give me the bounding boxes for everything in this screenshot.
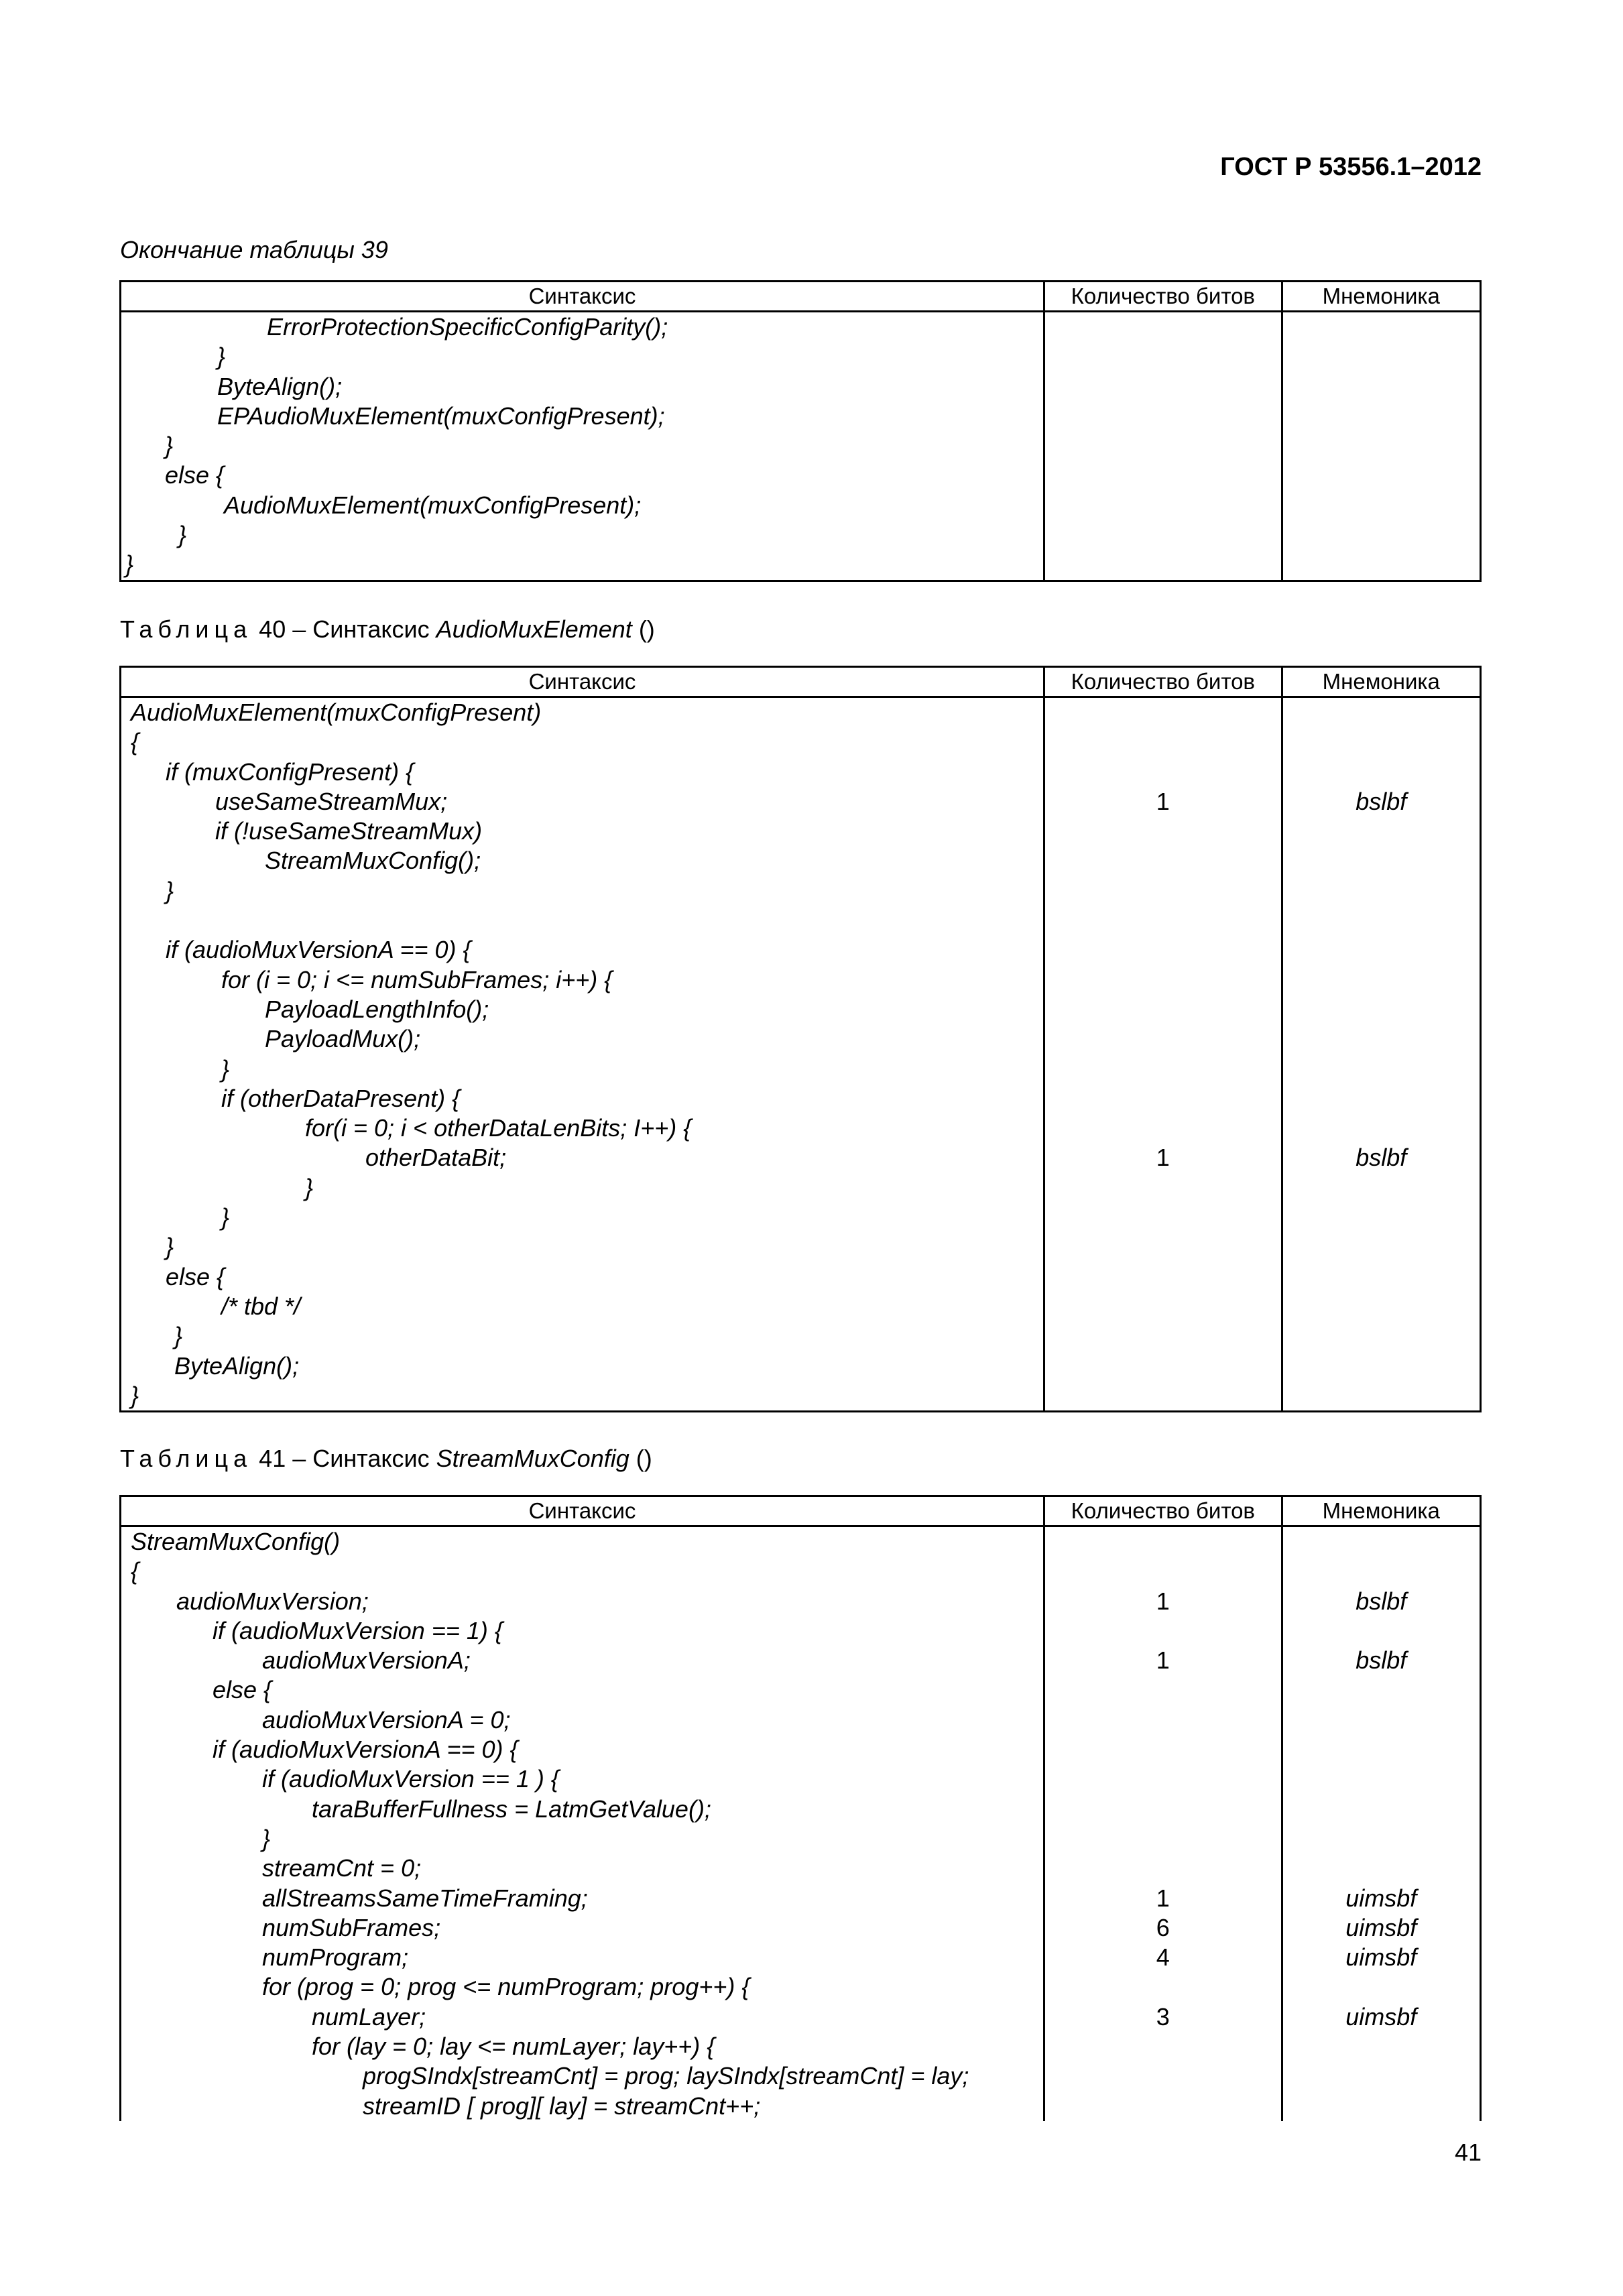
bits-value [1045,372,1281,402]
bits-value [1045,876,1281,906]
mnemonic-value [1283,995,1480,1024]
mnemonic-value: bslbf [1356,787,1407,815]
mnemonic-value [1283,372,1480,402]
mnemonic-value [1283,2092,1480,2121]
bits-value [1045,1321,1281,1351]
mnemonic-value [1283,698,1480,727]
caption-label: Таблица [120,1445,253,1472]
column-header-mnemonic: Мнемоника [1282,1496,1480,1526]
mnemonic-value [1283,1824,1480,1854]
bits-cell [1044,1526,1282,2121]
mnemonic-value [1283,1557,1480,1586]
mnemonic-cell [1282,1526,1480,2121]
syntax-line: } [166,876,174,904]
bits-value [1045,1705,1281,1735]
mnemonic-value: uimsbf [1345,1884,1417,1912]
syntax-line: for (i = 0; i <= numSubFrames; i++) { [221,965,613,993]
table-row [121,312,1481,581]
mnemonic-value [1283,1735,1480,1764]
syntax-cell [121,697,1044,1412]
syntax-line: } [131,1381,139,1409]
syntax-line [121,906,1043,935]
bits-value [1045,906,1281,935]
syntax-line: { [131,728,139,756]
syntax-line: AudioMuxElement(muxConfigPresent) [131,699,542,726]
mnemonic-value [1283,1113,1480,1143]
mnemonic-value [1283,758,1480,787]
mnemonic-value: uimsbf [1345,2002,1417,2031]
mnemonic-value [1283,2032,1480,2061]
bits-value [1045,758,1281,787]
bits-value [1045,1527,1281,1557]
bits-value [1045,1824,1281,1854]
syntax-line: if (!useSameStreamMux) [215,817,483,845]
syntax-line: } [178,521,187,549]
mnemonic-value [1283,1351,1480,1381]
bits-value [1045,1854,1281,1883]
syntax-line: for (lay = 0; lay <= numLayer; lay++) { [312,2033,715,2061]
syntax-line: ByteAlign(); [174,1351,300,1380]
syntax-cell [121,1526,1044,2121]
mnemonic-value [1283,935,1480,965]
mnemonic-value [1283,965,1480,995]
bits-value [1045,1972,1281,2002]
syntax-line: if (muxConfigPresent) { [166,758,414,786]
mnemonic-value [1283,312,1480,342]
syntax-line: EPAudioMuxElement(muxConfigPresent); [217,402,665,430]
mnemonic-value [1283,1054,1480,1084]
bits-cell [1044,312,1282,581]
bits-value [1045,1381,1281,1410]
syntax-line: /* tbd */ [221,1292,301,1320]
mnemonic-value [1283,817,1480,846]
caption-parens: () [638,615,655,643]
mnemonic-value: uimsbf [1345,1943,1417,1972]
mnemonic-value [1283,1854,1480,1883]
bits-value [1045,461,1281,490]
syntax-line: audioMuxVersionA; [262,1646,471,1675]
mnemonic-value [1283,1616,1480,1646]
mnemonic-value [1283,1084,1480,1113]
mnemonic-value: bslbf [1356,1144,1407,1172]
bits-value: 1 [1156,1144,1170,1172]
syntax-line: } [305,1173,314,1201]
bits-value [1045,698,1281,727]
mnemonic-value [1283,491,1480,520]
syntax-line: if (audioMuxVersionA == 0) { [166,936,471,964]
mnemonic-value: bslbf [1356,1587,1407,1615]
caption-parens: () [636,1445,652,1472]
bits-value [1045,1262,1281,1292]
bits-value [1045,1557,1281,1586]
mnemonic-value [1283,342,1480,371]
mnemonic-value [1283,1705,1480,1735]
mnemonic-value [1283,1173,1480,1203]
bits-value [1045,1054,1281,1084]
syntax-line: numSubFrames; [262,1913,441,1941]
mnemonic-value [1283,2061,1480,2091]
bits-value [1045,1764,1281,1794]
mnemonic-value [1283,402,1480,431]
syntax-line: progSIndx[streamCnt] = prog; laySIndx[streamCnt] = lay; [363,2062,969,2090]
syntax-line: else { [213,1676,272,1704]
syntax-line: allStreamsSameTimeFraming; [262,1884,588,1912]
mnemonic-value [1283,876,1480,906]
bits-value [1045,1203,1281,1232]
column-header-mnemonic: Мнемоника [1282,667,1480,697]
syntax-line: audioMuxVersionA = 0; [262,1705,511,1734]
caption-function: StreamMuxConfig [436,1445,629,1472]
syntax-line: if (audioMuxVersionA == 0) { [213,1736,518,1764]
bits-value [1045,1173,1281,1203]
bits-value [1045,2032,1281,2061]
mnemonic-value [1283,1675,1480,1705]
mnemonic-value [1283,1024,1480,1054]
bits-value: 1 [1156,1646,1170,1675]
continuation-caption [120,236,388,264]
caption-label: Таблица [120,615,253,643]
syntax-line: if (audioMuxVersion == 1 ) { [262,1765,559,1793]
mnemonic-cell [1282,312,1480,581]
bits-value [1045,1675,1281,1705]
bits-value [1045,1735,1281,1764]
bits-value [1045,1113,1281,1143]
caption-number: 40 [259,615,286,643]
bits-value: 1 [1156,1884,1170,1912]
mnemonic-cell [1282,697,1480,1412]
column-header-mnemonic: Мнемоника [1282,282,1480,312]
syntax-cell [121,312,1044,581]
syntax-line: PayloadMux(); [265,1025,421,1053]
bits-value [1045,2061,1281,2091]
continuation-caption-text: Окончание таблицы 39 [120,236,388,263]
mnemonic-value: bslbf [1356,1646,1407,1675]
bits-value [1045,935,1281,965]
mnemonic-value [1283,1292,1480,1321]
caption-number: 41 [259,1445,286,1472]
syntax-line: PayloadLengthInfo(); [265,995,489,1023]
caption-dash-text: – Синтаксис [292,615,430,643]
bits-value [1045,817,1281,846]
syntax-line: } [166,1233,174,1261]
bits-value [1045,2092,1281,2121]
caption-dash-text: – Синтаксис [292,1445,430,1472]
syntax-line: for(i = 0; i < otherDataLenBits; I++) { [305,1114,692,1142]
mnemonic-value [1283,1795,1480,1824]
mnemonic-value [1283,1381,1480,1410]
table-row [121,1526,1481,2121]
bits-value: 1 [1156,787,1170,815]
mnemonic-value [1283,550,1480,579]
syntax-line: } [174,1322,183,1350]
bits-value [1045,1084,1281,1113]
syntax-line: useSameStreamMux; [215,787,448,815]
bits-value: 1 [1156,1587,1170,1615]
bits-value [1045,1795,1281,1824]
mnemonic-value [1283,1527,1480,1557]
mnemonic-value [1283,1203,1480,1232]
syntax-line: AudioMuxElement(muxConfigPresent); [224,491,642,519]
syntax-line: StreamMuxConfig(); [265,847,481,875]
syntax-line: else { [166,1262,225,1290]
bits-value: 6 [1156,1913,1170,1941]
mnemonic-value [1283,1321,1480,1351]
mnemonic-value [1283,727,1480,757]
syntax-line: streamCnt = 0; [262,1854,422,1882]
mnemonic-value [1283,906,1480,935]
mnemonic-value [1283,1764,1480,1794]
syntax-line: } [125,550,134,579]
bits-value: 4 [1156,1943,1170,1972]
page-number: 41 [1454,2138,1482,2166]
syntax-line: for (prog = 0; prog <= numProgram; prog++) { [262,1973,750,2001]
bits-value [1045,550,1281,579]
syntax-line: taraBufferFullness = LatmGetValue(); [312,1795,711,1823]
syntax-line: else { [165,461,225,489]
bits-value: 3 [1156,2002,1170,2031]
bits-value [1045,312,1281,342]
syntax-line: streamID [ prog][ lay] = streamCnt++; [363,2092,761,2120]
column-header-syntax: Синтаксис [121,667,1044,697]
bits-value [1045,846,1281,875]
mnemonic-value [1283,1262,1480,1292]
mnemonic-value [1283,846,1480,875]
table-40 [119,666,1482,1412]
table-39 [119,280,1482,582]
table-row [121,697,1481,1412]
syntax-line: if (otherDataPresent) { [221,1084,461,1112]
bits-value [1045,995,1281,1024]
bits-value [1045,1351,1281,1381]
syntax-line: ErrorProtectionSpecificConfigParity(); [267,313,668,341]
mnemonic-value: uimsbf [1345,1913,1417,1941]
syntax-line: } [165,432,174,460]
bits-value [1045,431,1281,461]
bits-value [1045,727,1281,757]
mnemonic-value [1283,431,1480,461]
column-header-bits: Количество битов [1044,282,1282,312]
bits-value [1045,342,1281,371]
syntax-line: } [217,343,226,371]
syntax-line: otherDataBit; [365,1144,507,1172]
syntax-line: if (audioMuxVersion == 1) { [213,1616,503,1644]
table-40-caption [120,615,655,644]
syntax-line: ByteAlign(); [217,372,343,400]
document-header: ГОСТ Р 53556.1–2012 [1220,153,1482,181]
caption-function: AudioMuxElement [436,615,632,643]
column-header-bits: Количество битов [1044,1496,1282,1526]
bits-value [1045,965,1281,995]
table-41-caption [120,1445,652,1473]
syntax-line: StreamMuxConfig() [131,1528,341,1555]
syntax-line: numProgram; [262,1943,409,1972]
syntax-line: } [221,1203,230,1231]
bits-value [1045,402,1281,431]
bits-value [1045,491,1281,520]
mnemonic-value [1283,461,1480,490]
syntax-line: numLayer; [312,2002,426,2031]
bits-value [1045,1616,1281,1646]
bits-value [1045,1292,1281,1321]
syntax-line: audioMuxVersion; [176,1587,369,1615]
bits-value [1045,1024,1281,1054]
syntax-line: } [262,1824,271,1852]
table-41 [119,1495,1482,2121]
syntax-line: } [221,1054,230,1083]
syntax-line: { [131,1557,139,1585]
mnemonic-value [1283,1972,1480,2002]
mnemonic-value [1283,520,1480,550]
column-header-syntax: Синтаксис [121,282,1044,312]
mnemonic-value [1283,1232,1480,1262]
column-header-syntax: Синтаксис [121,1496,1044,1526]
column-header-bits: Количество битов [1044,667,1282,697]
bits-value [1045,520,1281,550]
bits-cell [1044,697,1282,1412]
bits-value [1045,1232,1281,1262]
